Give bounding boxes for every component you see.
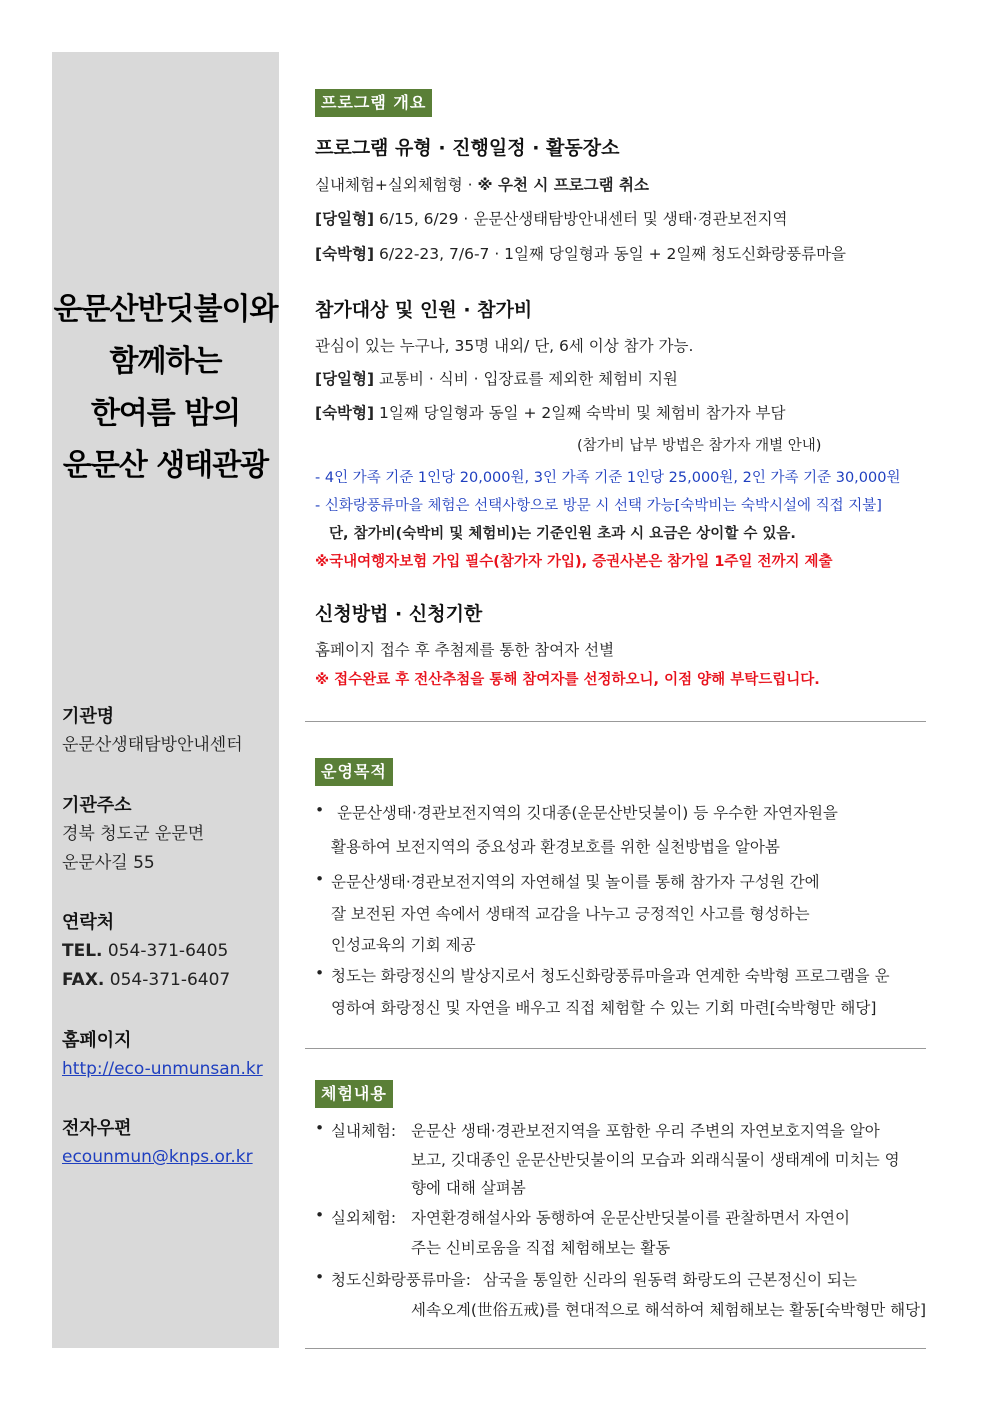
type-text: 실내체험+실외체험형 · (315, 176, 478, 194)
day-line (315, 207, 788, 229)
experience-line: 보고, 깃대종인 운문산반딧불이의 모습과 외래식물이 생태계에 미치는 영 (411, 1151, 900, 1169)
purpose-tag: 운영목적 (315, 758, 393, 786)
homepage-link[interactable]: http://eco-unmunsan.kr (62, 1059, 263, 1079)
bullet-icon: • (315, 964, 325, 982)
title-line: 운문산 생태관광 (62, 448, 269, 483)
fee-day-text: 교통비 · 식비 · 입장료를 제외한 체험비 지원 (374, 370, 678, 388)
fax-row (62, 966, 230, 995)
sidebar (52, 52, 279, 1348)
day-text: 6/15, 6/29 · 운문산생태탐방안내센터 및 생태·경관보전지역 (374, 210, 788, 228)
experience-label: 청도신화랑풍류마을: (331, 1271, 471, 1289)
bullet-icon: • (315, 870, 325, 888)
fee-detail: - 4인 가족 기준 1인당 20,000원, 3인 가족 기준 1인당 25,000원, 2인 가족 기준 30,000원 (315, 470, 901, 486)
address-line: 경북 청도군 운문면 (62, 824, 205, 844)
contact-info (62, 908, 230, 995)
bullet-icon: • (315, 1268, 325, 1286)
experience-label: 실내체험: (331, 1122, 397, 1140)
apply-text: 홈페이지 접수 후 추첨제를 통한 참여자 선별 (315, 641, 615, 659)
purpose-line: 활용하여 보전지역의 중요성과 환경보호를 위한 실천방법을 알아봄 (331, 838, 780, 856)
fax-value: 054-371-6407 (109, 970, 231, 990)
target-line: 관심이 있는 누구나, 35명 내외/ 단, 6세 이상 참가 가능. (315, 337, 694, 355)
homepage-label: 홈페이지 (62, 1030, 132, 1051)
experience-line: 주는 신비로움을 직접 체험해보는 활동 (411, 1239, 671, 1257)
village-note: - 신화랑풍류마을 체험은 선택사항으로 방문 시 선택 가능[숙박비는 숙박시설에 직접 지불] (315, 498, 882, 514)
email-info (62, 1114, 253, 1172)
stay-label: [숙박형] (315, 245, 375, 263)
section-divider (305, 721, 926, 722)
purpose-line: 인성교육의 기회 제공 (331, 936, 476, 954)
address-info (62, 791, 204, 878)
experience-line: 삼국을 통일한 신라의 원동력 화랑도의 근본정신이 되는 (483, 1271, 857, 1289)
day-label: [당일형] (315, 210, 375, 228)
heading-participants: 참가대상 및 인원 · 참가비 (315, 299, 533, 321)
fee-variance-note: 단, 참가비(숙박비 및 체험비)는 기준인원 초과 시 요금은 상이할 수 있음. (329, 526, 796, 542)
org-info (62, 702, 243, 760)
bullet-icon: • (315, 801, 325, 819)
title-line: 운문산반딧불이와 (53, 292, 278, 327)
fee-note: (참가비 납부 방법은 참가자 개별 안내) (577, 438, 822, 454)
stay-line (315, 242, 846, 264)
heading-schedule: 프로그램 유형 · 진행일정 · 활동장소 (315, 137, 620, 159)
stay-text: 6/22-23, 7/6-7 · 1일째 당일형과 동일 + 2일째 청도신화랑풍류마을 (374, 245, 847, 263)
experience-tag: 체험내용 (315, 1080, 393, 1108)
insurance-note: ※국내여행자보험 가입 필수(참가자 가입), 증권사본은 참가일 1주일 전까지 제출 (315, 554, 833, 570)
purpose-line: 영하여 화랑정신 및 자연을 배우고 직접 체험할 수 있는 기회 마련[숙박형만 해당] (331, 999, 877, 1017)
experience-line: 운문산 생태·경관보전지역을 포함한 우리 주변의 자연보호지역을 알아 (411, 1122, 880, 1140)
address-line: 운문사길 55 (62, 853, 155, 873)
org-label: 기관명 (62, 706, 115, 727)
title-line: 한여름 밤의 (90, 396, 241, 431)
tel-label: TEL. (62, 941, 103, 961)
bullet-icon: • (315, 1206, 325, 1224)
experience-item (315, 1119, 900, 1197)
bullet-icon: • (315, 1119, 325, 1137)
program-title (52, 284, 279, 492)
email-link[interactable]: ecounmun@knps.or.kr (62, 1147, 253, 1167)
overview-tag: 프로그램 개요 (315, 89, 432, 117)
purpose-line: 운문산생태·경관보전지역의 자연해설 및 놀이를 통해 참가자 구성원 간에 (331, 873, 820, 891)
address-label: 기관주소 (62, 795, 132, 816)
org-value: 운문산생태탐방안내센터 (62, 735, 243, 755)
fee-stay-text: 1일째 당일형과 동일 + 2일째 숙박비 및 체험비 참가자 부담 (374, 404, 786, 422)
experience-label: 실외체험: (331, 1209, 397, 1227)
experience-item (315, 1206, 850, 1257)
experience-item (315, 1268, 927, 1319)
purpose-line: 청도는 화랑정신의 발상지로서 청도신화랑풍류마을과 연계한 숙박형 프로그램을 운 (331, 967, 890, 985)
title-line: 함께하는 (109, 344, 222, 379)
contact-label: 연락처 (62, 912, 115, 933)
section-divider (305, 1048, 926, 1049)
purpose-item (315, 964, 890, 1017)
apply-note: ※ 접수완료 후 전산추첨을 통해 참여자를 선정하오니, 이점 양해 부탁드립니다. (315, 672, 820, 688)
type-line (315, 173, 649, 195)
fee-day-line (315, 367, 678, 389)
fee-stay-line (315, 401, 785, 423)
heading-apply: 신청방법 · 신청기한 (315, 603, 483, 625)
purpose-item (315, 870, 820, 954)
fax-label: FAX. (62, 970, 105, 990)
fee-day-label: [당일형] (315, 370, 375, 388)
experience-line: 자연환경해설사와 동행하여 운문산반딧불이를 관찰하면서 자연이 (411, 1209, 850, 1227)
experience-line: 세속오계(世俗五戒)를 현대적으로 해석하여 체험해보는 활동[숙박형만 해당] (411, 1301, 927, 1319)
rain-cancel-note: ※ 우천 시 프로그램 취소 (477, 176, 649, 194)
homepage-info (62, 1026, 263, 1084)
section-divider (305, 1348, 926, 1349)
tel-row (62, 937, 230, 966)
purpose-line: 운문산생태·경관보전지역의 깃대종(운문산반딧불이) 등 우수한 자연자원을 (337, 804, 838, 822)
email-label: 전자우편 (62, 1118, 132, 1139)
tel-value: 054-371-6405 (107, 941, 229, 961)
purpose-line: 잘 보전된 자연 속에서 생태적 교감을 나누고 긍정적인 사고를 형성하는 (331, 905, 810, 923)
experience-line: 향에 대해 살펴봄 (411, 1179, 526, 1197)
fee-stay-label: [숙박형] (315, 404, 375, 422)
purpose-item (315, 801, 838, 856)
